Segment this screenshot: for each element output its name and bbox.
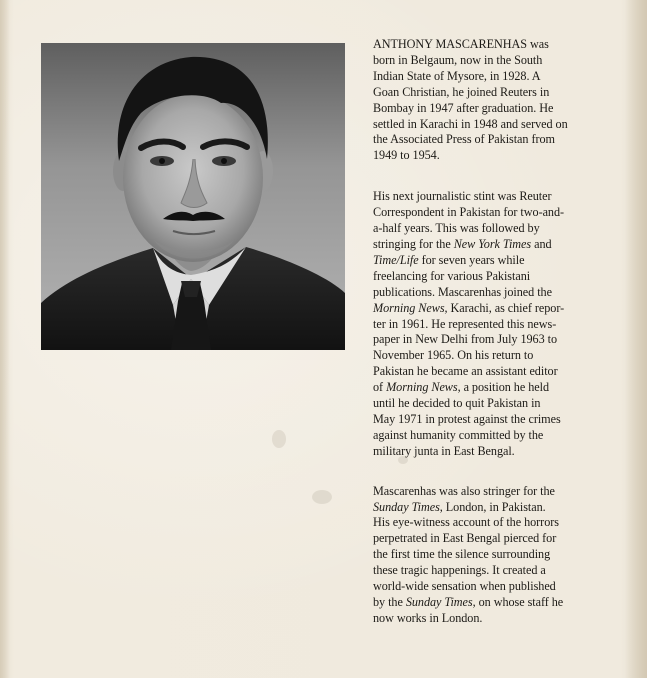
bio-text: freelancing for various Pakistani [373,268,531,283]
bio-text: of [373,380,387,395]
right-edge-shading [625,0,647,678]
bio-line [373,444,623,460]
bio-text: Karachi, as chief repor- [447,300,565,315]
italic-title-text: Time/Life [373,252,419,267]
bio-text: publications. Mascarenhas joined the [373,284,552,299]
bio-line [373,412,623,428]
left-edge-shading [0,0,10,678]
bio-text: military junta in East Bengal. [373,443,515,458]
bio-text: paper in New Delhi from July 1963 to [373,332,558,347]
bio-line: Bombay in 1947 after graduation. He [373,100,554,115]
bio-line [373,396,623,412]
bio-line [373,253,623,269]
bio-text: , London, in Pakistan. [439,499,546,514]
bio-text: world-wide sensation when published [373,579,556,594]
bio-line [373,500,623,516]
bio-line [373,515,623,531]
bio-line [373,269,623,285]
bio-line [373,428,623,444]
bio-line [373,563,623,579]
author-biography [373,37,623,627]
bio-line [373,484,623,500]
bio-text: His eye-witness account of the horrors [373,515,559,530]
bio-line [373,547,623,563]
bio-line: 1949 to 1954. [373,148,440,163]
bio-text: the first time the silence surrounding [373,547,551,562]
bio-line [373,380,623,396]
bio-paragraph-1 [373,37,623,164]
bio-text: Mascarenhas was also stringer for the [373,483,555,498]
paper-stain [272,430,286,448]
bio-text: Pakistan he became an assistant editor [373,364,558,379]
bio-text: by the [373,595,406,609]
bio-line [373,348,623,364]
bio-line: ANTHONY MASCARENHAS was [373,37,549,51]
bio-line [373,237,623,253]
portrait-photograph [41,43,345,350]
bio-text: ter in 1961. He represented this news- [373,316,557,331]
bio-line [373,285,623,301]
bio-line [373,364,623,380]
bio-line: settled in Karachi in 1948 and served on [373,116,568,131]
bio-line [373,611,623,627]
bio-text: these tragic happenings. It created a [373,563,546,578]
bio-text: , a position he held [457,380,549,395]
bio-line [373,317,623,333]
bio-text: until he decided to quit Pakistan in [373,396,541,411]
bio-line: Goan Christian, he joined Reuters in [373,84,550,99]
bio-line [373,205,623,221]
bio-text: and [531,236,552,251]
italic-title-text: New York Times [453,236,532,251]
bio-text: , on whose staff he [472,595,564,609]
bio-text: November 1965. On his return to [373,348,534,363]
bio-text: a-half years. This was followed by [373,221,540,236]
bio-paragraph-3 [373,484,623,627]
bio-line [373,579,623,595]
bio-line [373,189,623,205]
bio-line [373,531,623,547]
italic-title-text: Sunday Times [405,595,473,609]
bio-line: Indian State of Mysore, in 1928. A [373,68,541,83]
bio-paragraph-2 [373,189,623,459]
bio-text: perpetrated in East Bengal pierced for [373,531,557,546]
bio-text: against humanity committed by the [373,427,544,442]
bio-line [373,595,623,611]
bio-line: the Associated Press of Pakistan from [373,132,555,147]
bio-text: stringing for the [373,236,454,251]
paper-stain [312,490,332,504]
bio-text: His next journalistic stint was Reuter [373,189,552,204]
bio-text: Correspondent in Pakistan for two-and- [373,205,565,220]
italic-title-text: Sunday Times [373,499,440,514]
bio-line: born in Belgaum, now in the South [373,52,543,67]
bio-line [373,221,623,237]
bio-text: for seven years while [418,252,525,267]
author-portrait-photo [41,43,345,350]
bio-text: now works in London. [373,610,483,625]
bio-text: May 1971 in protest against the crimes [373,411,561,426]
italic-title-text: Morning News [386,380,458,395]
bio-line [373,332,623,348]
bio-line [373,301,623,317]
italic-title-text: Morning News, [373,300,448,315]
